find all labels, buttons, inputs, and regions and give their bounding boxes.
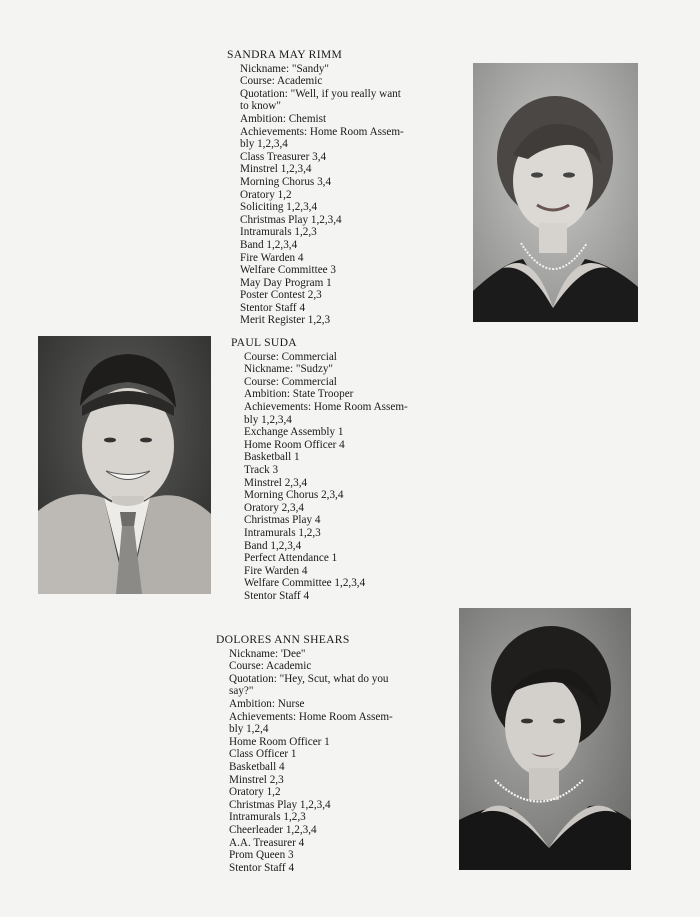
student-name: DOLORES ANN SHEARS: [216, 633, 350, 646]
detail-line: Fire Warden 4: [244, 564, 308, 577]
detail-line: Christmas Play 1,2,3,4: [229, 798, 331, 811]
detail-line: Stentor Staff 4: [229, 861, 295, 874]
detail-line: Band 1,2,3,4: [244, 539, 302, 552]
detail-line: Fire Warden 4: [240, 251, 304, 264]
detail-line: Achievements: Home Room Assem-: [244, 400, 408, 413]
detail-line: Oratory 1,2: [240, 188, 292, 201]
detail-line: Course: Commercial: [244, 350, 337, 363]
detail-line: Morning Chorus 2,3,4: [244, 489, 344, 502]
detail-line: Welfare Committee 1,2,3,4: [244, 577, 366, 590]
detail-line: Cheerleader 1,2,3,4: [229, 823, 317, 836]
student-details: [231, 351, 408, 603]
detail-line: Band 1,2,3,4: [240, 238, 298, 251]
detail-line: Intramurals 1,2,3: [244, 526, 321, 539]
detail-line: Intramurals 1,2,3: [240, 226, 317, 239]
portrait-photo-dolores: [459, 608, 631, 870]
detail-line: Minstrel 1,2,3,4: [240, 163, 312, 176]
detail-line: Minstrel 2,3: [229, 773, 284, 786]
detail-line: Basketball 1: [244, 451, 300, 464]
student-details: [227, 63, 404, 327]
detail-line: Achievements: Home Room Assem-: [229, 710, 393, 723]
detail-line: Prom Queen 3: [229, 849, 294, 862]
detail-line: Class Treasurer 3,4: [240, 150, 327, 163]
detail-line: Ambition: State Trooper: [244, 388, 354, 401]
detail-line: Ambition: Nurse: [229, 697, 305, 710]
student-details: [216, 648, 393, 875]
detail-line-continuation: bly 1,2,4: [229, 723, 269, 736]
student-name: SANDRA MAY RIMM: [227, 48, 343, 61]
student-entry-paul: [231, 337, 408, 602]
detail-line: A.A. Treasurer 4: [229, 836, 305, 849]
detail-line: Stentor Staff 4: [240, 301, 306, 314]
detail-line: Perfect Attendance 1: [244, 552, 338, 565]
detail-line-continuation: to know": [240, 100, 281, 113]
detail-line: Course: Academic: [240, 75, 323, 88]
detail-line: May Day Program 1: [240, 276, 332, 289]
detail-line: Quotation: "Well, if you really want: [240, 87, 401, 100]
detail-line: Ambition: Chemist: [240, 112, 327, 125]
detail-line: Oratory 2,3,4: [244, 501, 304, 514]
detail-line: Welfare Committee 3: [240, 264, 337, 277]
detail-line: Nickname: "Sandy": [240, 62, 329, 75]
detail-line: Poster Contest 2,3: [240, 289, 322, 302]
student-name: PAUL SUDA: [231, 336, 297, 349]
portrait-photo-paul: [38, 336, 211, 594]
detail-line-continuation: bly 1,2,3,4: [244, 413, 292, 426]
detail-line: Home Room Officer 4: [244, 438, 345, 451]
detail-line: Christmas Play 1,2,3,4: [240, 213, 342, 226]
detail-line: Course: Commercial: [244, 375, 337, 388]
detail-line-continuation: bly 1,2,3,4: [240, 138, 288, 151]
detail-line: Minstrel 2,3,4: [244, 476, 308, 489]
detail-line: Home Room Officer 1: [229, 735, 330, 748]
detail-line: Achievements: Home Room Assem-: [240, 125, 404, 138]
detail-line: Basketball 4: [229, 760, 285, 773]
detail-line: Exchange Assembly 1: [244, 426, 344, 439]
student-entry-sandra: [227, 49, 404, 327]
student-entry-dolores: [216, 634, 393, 874]
detail-line: Morning Chorus 3,4: [240, 175, 332, 188]
detail-line: Class Officer 1: [229, 748, 297, 761]
detail-line: Track 3: [244, 463, 279, 476]
detail-line: Merit Register 1,2,3: [240, 314, 331, 327]
detail-line: Nickname: 'Dee": [229, 647, 306, 660]
portrait-photo-sandra: [473, 63, 638, 322]
detail-line: Stentor Staff 4: [244, 589, 310, 602]
detail-line: Course: Academic: [229, 660, 312, 673]
detail-line: Intramurals 1,2,3: [229, 811, 306, 824]
detail-line-continuation: say?": [229, 685, 254, 698]
detail-line: Quotation: "Hey, Scut, what do you: [229, 672, 389, 685]
detail-line: Oratory 1,2: [229, 786, 281, 799]
detail-line: Christmas Play 4: [244, 514, 321, 527]
detail-line: Soliciting 1,2,3,4: [240, 201, 318, 214]
detail-line: Nickname: "Sudzy": [244, 363, 333, 376]
